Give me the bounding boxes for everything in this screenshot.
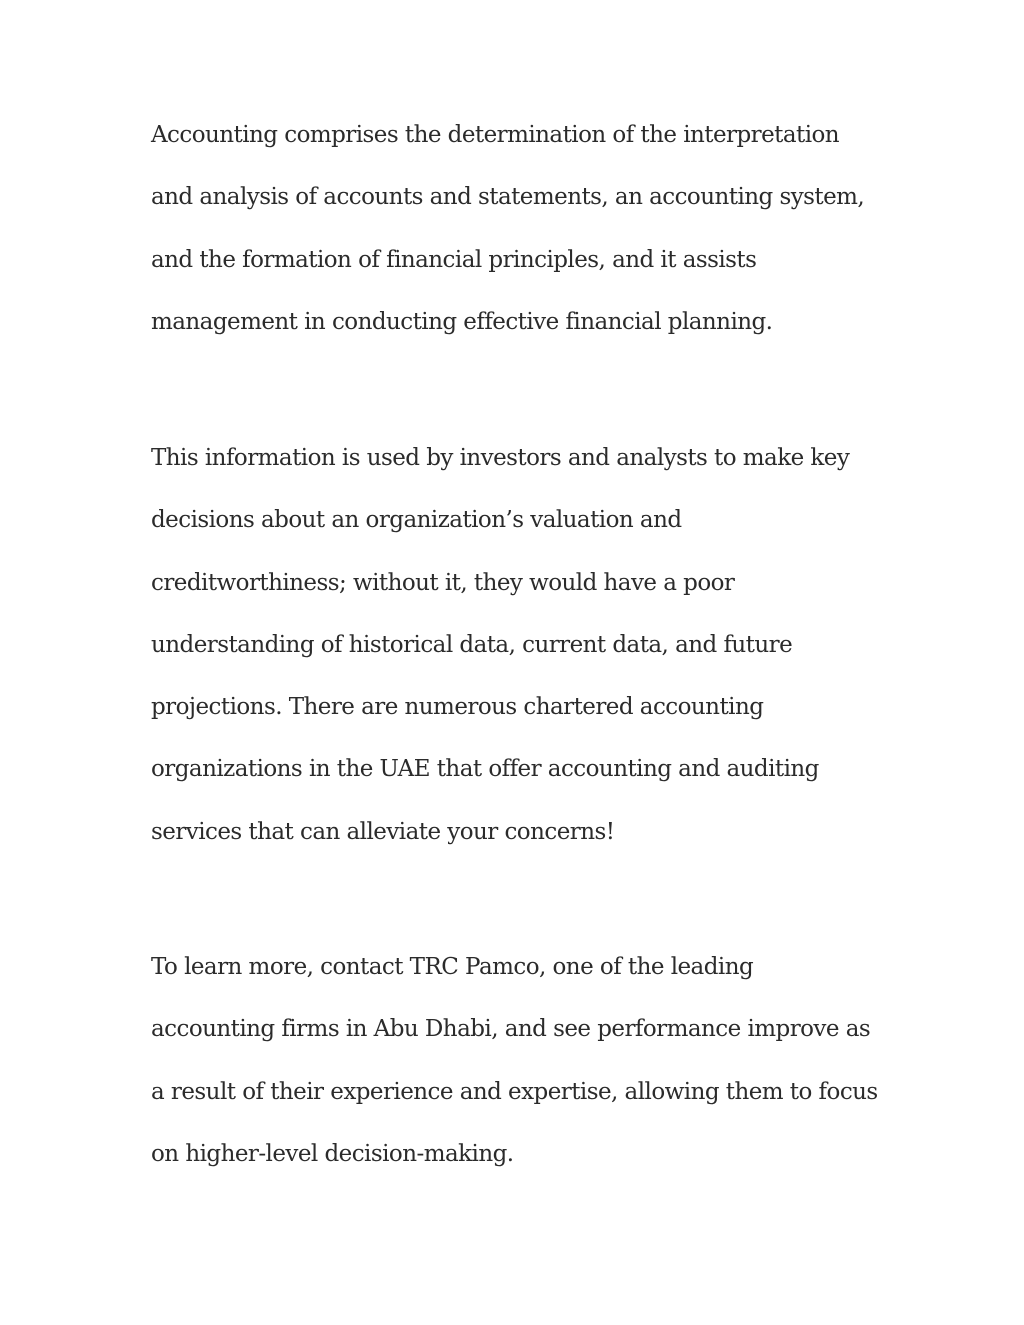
text-line: services that can alleviate your concerns! [151, 818, 615, 845]
paragraph-investor-usage [151, 427, 849, 863]
text-line: projections. There are numerous chartered accounting [151, 694, 764, 721]
text-line: accounting firms in Abu Dhabi, and see performance improve as [151, 1016, 871, 1043]
text-line: on higher-level decision-making. [151, 1140, 514, 1167]
text-line: organizations in the UAE that offer accounting and auditing [151, 756, 819, 783]
text-line: a result of their experience and expertise, allowing them to focus [151, 1078, 878, 1105]
paragraph-contact-firm [151, 936, 878, 1185]
text-line: creditworthiness; without it, they would have a poor [151, 569, 735, 596]
text-line: This information is used by investors and analysts to make key [151, 445, 850, 471]
text-line: Accounting comprises the determination of the interpretation [151, 122, 840, 148]
text-line: To learn more, contact TRC Pamco, one of the leading [151, 954, 754, 980]
text-line: management in conducting effective financial planning. [151, 308, 773, 335]
text-line: understanding of historical data, current data, and future [151, 631, 793, 658]
text-line: and analysis of accounts and statements, an accounting system, [151, 184, 865, 211]
text-line: decisions about an organization’s valuation and [151, 507, 682, 534]
text-line: and the formation of financial principles, and it assists [151, 246, 757, 273]
paragraph-accounting-definition [151, 104, 864, 353]
